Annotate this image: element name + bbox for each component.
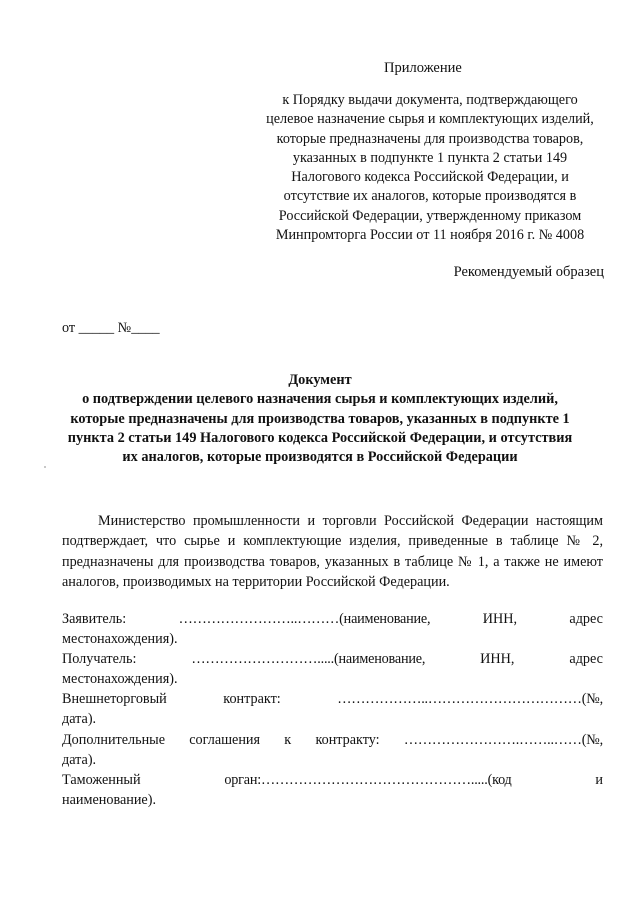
- applicant-inn: ИНН,: [482, 611, 518, 627]
- contract-word: контракт:: [223, 691, 281, 707]
- document-heading: [30, 371, 610, 467]
- heading-line: их аналогов, которые производятся в Российской Федерации: [122, 449, 518, 466]
- customs-blank: орган:……………………………………….....(код: [224, 772, 512, 788]
- agreements-field: [62, 731, 603, 770]
- appendix-line: целевое назначение сырья и комплектующих изделий,: [266, 111, 594, 128]
- appendix-line: которые предназначены для производства товаров,: [276, 130, 584, 147]
- recommended-sample-label: Рекомендуемый образец: [453, 264, 604, 280]
- recipient-continuation: местонахождения).: [62, 670, 178, 687]
- agreements-continuation: дата).: [62, 751, 97, 768]
- heading-line: пункта 2 статьи 149 Налогового кодекса Российской Федерации, и отсутствия: [67, 429, 573, 446]
- recipient-inn: ИНН,: [480, 651, 515, 667]
- applicant-continuation: местонахождения).: [62, 630, 178, 647]
- applicant-address: адрес: [569, 611, 603, 627]
- appendix-reference: [255, 91, 605, 245]
- customs-tail: и: [595, 772, 603, 788]
- intro-paragraph: Министерство промышленности и торговли Российской Федерации настоящим подтверждает, что сырье и комплектующие изделия, приведенные в таблице № 2, предназначены для производства товаров, указанных в таблице № 1, а также не имеют аналогов, производимых на территории Российской Федерации.: [62, 513, 603, 590]
- recipient-address: адрес: [569, 651, 603, 667]
- applicant-field: [62, 610, 603, 649]
- agreements-row: [62, 731, 603, 751]
- contract-field: [62, 690, 603, 729]
- contract-blank: ………………..……………………………(№,: [337, 691, 603, 707]
- recipient-field: [62, 650, 603, 689]
- appendix-line: Минпромторга России от 11 ноября 2016 г. № 4008: [275, 227, 585, 244]
- document-title: Документ: [288, 372, 352, 388]
- customs-row: [62, 771, 603, 791]
- contract-row: [62, 690, 603, 710]
- recipient-row: [62, 650, 603, 670]
- date-number-line: от _____ №____: [62, 320, 160, 336]
- appendix-line: Налогового кодекса Российской Федерации, и: [291, 169, 569, 186]
- recipient-label: Получатель:: [62, 651, 137, 667]
- appendix-line: к Порядку выдачи документа, подтверждающего: [282, 92, 578, 108]
- customs-field: [62, 771, 603, 810]
- agreements-blank: …………………….……..……(№,: [403, 732, 603, 748]
- appendix-title: Приложение: [384, 60, 462, 76]
- appendix-line: указанных в подпункте 1 пункта 2 статьи 149: [292, 149, 568, 166]
- recipient-blank: ……………………….....(наименование,: [191, 651, 426, 667]
- agreements-word-1: соглашения: [189, 732, 261, 748]
- appendix-line: Российской Федерации, утвержденному приказом: [278, 207, 582, 224]
- applicant-label: Заявитель:: [62, 611, 127, 627]
- applicant-row: [62, 610, 603, 630]
- agreements-word-3: контракту:: [315, 732, 380, 748]
- appendix-line: отсутствие их аналогов, которые производятся в: [283, 188, 577, 205]
- applicant-blank: ……………………..………(наименование,: [178, 611, 431, 627]
- heading-line: о подтверждении целевого назначения сырья и комплектующих изделий,: [82, 391, 558, 408]
- customs-continuation: наименование).: [62, 791, 157, 808]
- agreements-word-2: к: [284, 732, 292, 748]
- contract-continuation: дата).: [62, 710, 97, 727]
- heading-line: которые предназначены для производства товаров, указанных в подпункте 1: [70, 410, 570, 427]
- agreements-label: Дополнительные: [62, 732, 166, 748]
- contract-label: Внешнеторговый: [62, 691, 167, 707]
- customs-label: Таможенный: [62, 772, 141, 788]
